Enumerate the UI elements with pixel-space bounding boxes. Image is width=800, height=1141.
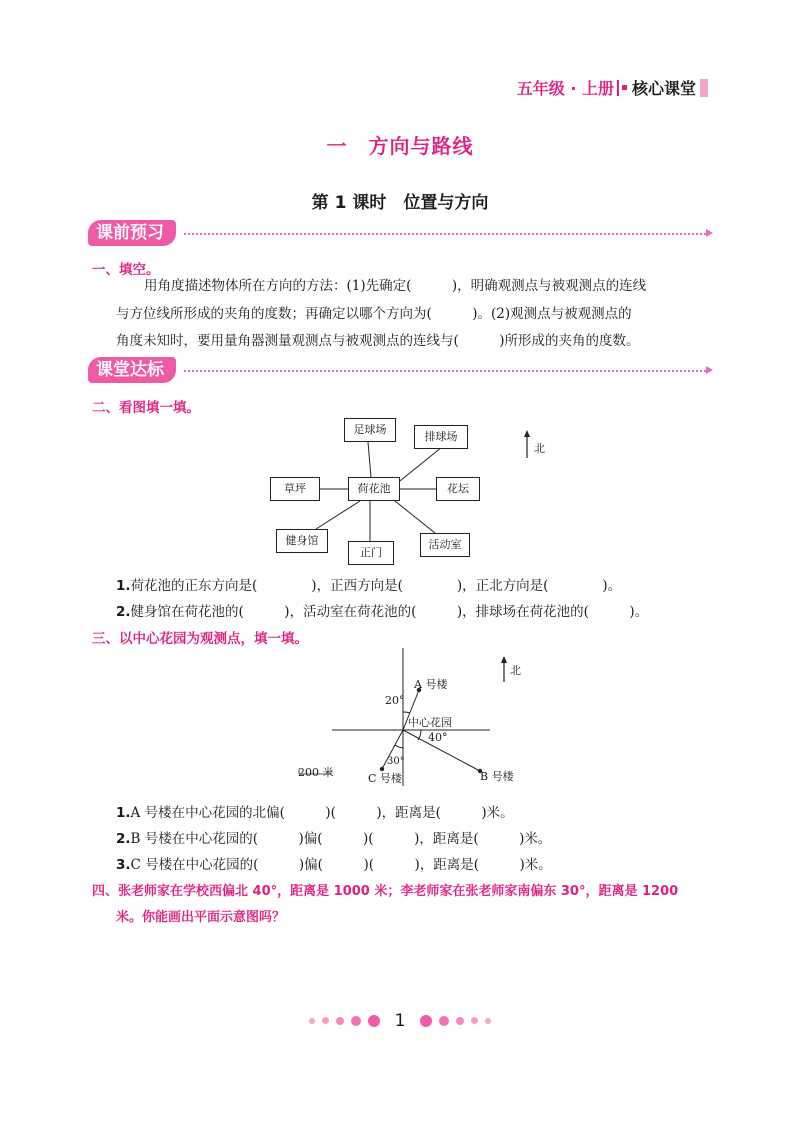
campus-map (270, 413, 560, 573)
q3-item-2 (116, 827, 551, 847)
north-arrow-icon (500, 656, 508, 682)
arrow-icon (706, 366, 713, 374)
item-text: A 号楼在中心花园的北偏( )( )，距离是( )米。 (130, 805, 514, 821)
q3-item-1 (116, 801, 514, 821)
place-lotus-pond: 荷花池 (348, 477, 400, 501)
north-arrow (523, 430, 545, 462)
page-number: 1 (394, 1010, 406, 1031)
question-3-heading: 三、以中心花园为观测点，填一填。 (92, 631, 308, 647)
angle-a-label: 20° (385, 694, 405, 707)
q1-line-2: 与方位线所形成的夹角的度数；再确定以哪个方向为( )。(2)观测点与被观测点的 (116, 306, 632, 322)
section-badge-class: 课堂达标 (88, 357, 176, 383)
item-number: 2. (116, 831, 131, 847)
north-arrow-icon (523, 430, 531, 458)
arrow-icon (706, 229, 713, 237)
footer-dot (336, 1017, 344, 1025)
header-divider (617, 80, 619, 96)
question-2-heading: 二、看图填一填。 (92, 400, 200, 416)
section-badge-preview: 课前预习 (88, 220, 176, 246)
footer-dot (456, 1017, 464, 1025)
compass-map (290, 648, 530, 790)
section-divider (184, 233, 706, 235)
item-number: 2. (116, 604, 131, 620)
item-number: 1. (116, 805, 131, 821)
footer-dot (471, 1017, 478, 1024)
place-lawn: 草坪 (270, 477, 320, 501)
angle-b-label: 40° (428, 731, 448, 744)
header-square-icon (622, 85, 627, 90)
question-1-heading: 一、填空。 (92, 262, 160, 278)
scale-label: 200 米 (298, 766, 334, 779)
north-arrow (500, 656, 521, 686)
q1-line-1: 用角度描述物体所在方向的方法：(1)先确定( )，明确观测点与被观测点的连线 (144, 278, 647, 294)
footer-dot (485, 1018, 491, 1024)
place-volleyball-court: 排球场 (414, 425, 468, 449)
building-a-label: A 号楼 (414, 678, 448, 691)
angle-c-label: 30° (387, 756, 405, 767)
footer-dot (439, 1016, 449, 1026)
grade-label: 五年级 · 上册 (516, 79, 614, 98)
footer-dot (322, 1017, 329, 1024)
item-number: 3. (116, 857, 131, 873)
unit-title: 一 方向与路线 (326, 134, 474, 158)
question-4-line-1: 四、张老师家在学校西偏北 40°，距离是 1000 米；李老师家在张老师家南偏东 30°，距离是 1200 (92, 884, 679, 899)
page-footer (0, 1010, 800, 1031)
item-text: 荷花池的正东方向是( )，正西方向是( )，正北方向是( )。 (130, 578, 622, 594)
north-label: 北 (534, 442, 545, 455)
place-flower-bed: 花坛 (436, 477, 480, 501)
item-text: B 号楼在中心花园的( )偏( )( )，距离是( )米。 (130, 831, 552, 847)
book-label: 核心课堂 (631, 79, 696, 98)
lesson-title: 第 1 课时 位置与方向 (311, 193, 489, 213)
footer-dot (309, 1018, 315, 1024)
place-gym: 健身馆 (276, 529, 328, 553)
q3-item-3 (116, 853, 552, 873)
building-b-label: B 号楼 (480, 770, 514, 783)
north-label: 北 (510, 664, 521, 677)
q2-item-2 (116, 600, 648, 620)
footer-dot (351, 1016, 361, 1026)
center-garden-label: 中心花园 (408, 716, 452, 729)
q2-item-1 (116, 574, 621, 594)
building-c-label: C 号楼 (368, 772, 402, 785)
item-number: 1. (116, 578, 131, 594)
question-4-line-2: 米。你能画出平面示意图吗？ (116, 910, 286, 925)
item-text: 健身馆在荷花池的( )，活动室在荷花池的( )，排球场在荷花池的( )。 (130, 604, 649, 620)
footer-dot (368, 1015, 380, 1027)
section-divider (184, 370, 706, 372)
place-main-gate: 正门 (348, 541, 394, 565)
footer-dot (420, 1015, 432, 1027)
item-text: C 号楼在中心花园的( )偏( )( )，距离是( )米。 (130, 857, 552, 873)
q1-line-3: 角度未知时，要用量角器测量观测点与被观测点的连线与( )所形成的夹角的度数。 (116, 333, 640, 349)
place-activity-room: 活动室 (420, 533, 470, 557)
header-end-bar (700, 79, 708, 97)
page-header (517, 76, 708, 99)
place-football-field: 足球场 (344, 418, 396, 442)
